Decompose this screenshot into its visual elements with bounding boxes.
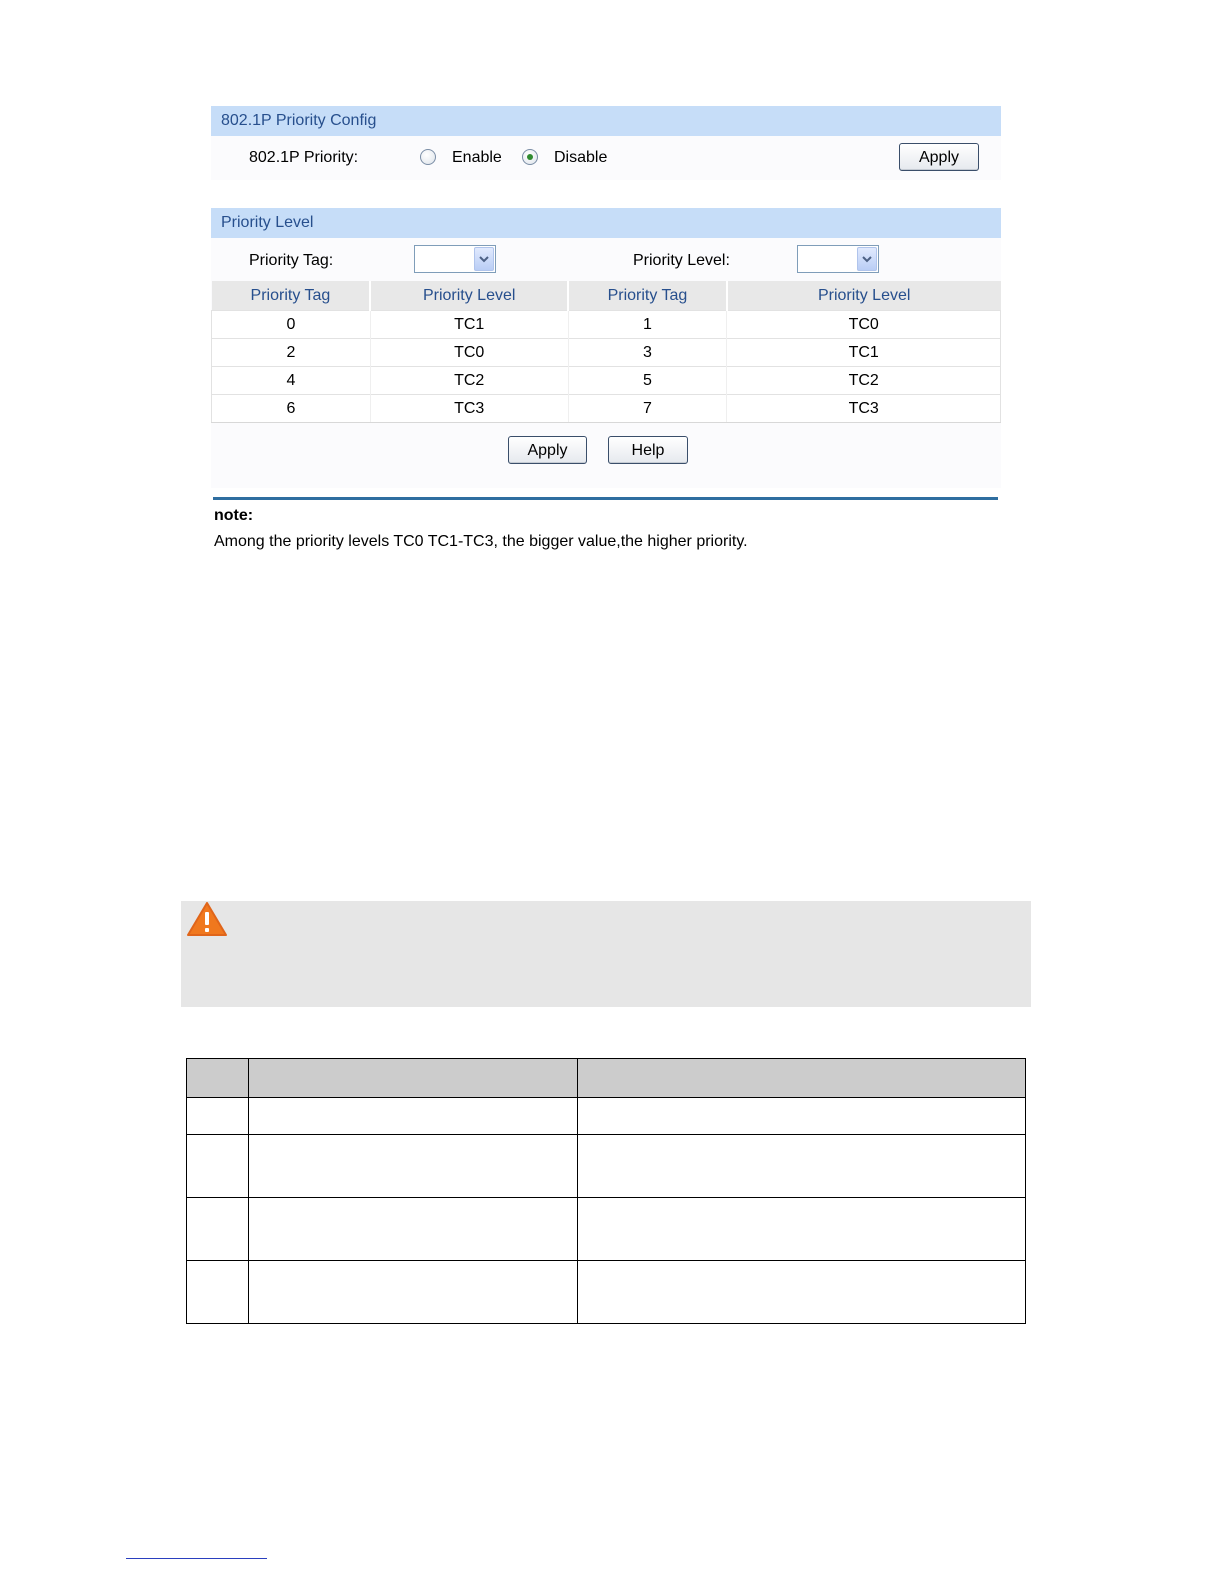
document-table [186,1058,1026,1324]
table-cell [577,1135,1025,1198]
column-header: Priority Level [727,281,1001,311]
column-header [248,1059,577,1098]
table-cell: 0 [212,311,371,339]
table-cell [248,1098,577,1135]
priority-level-header [211,208,1001,238]
table-cell: TC3 [727,395,1001,423]
table-cell: 2 [212,339,371,367]
table-cell: TC1 [370,311,568,339]
table-cell: 4 [212,367,371,395]
warning-box [181,901,1031,1007]
priority-config-header [211,106,1001,136]
disable-label: Disable [554,149,608,166]
column-header [577,1059,1025,1098]
table-cell [577,1261,1025,1324]
table-cell: 1 [568,311,727,339]
table-row [212,367,1001,395]
table-row [212,339,1001,367]
enable-radio[interactable] [420,149,436,165]
table-cell [187,1198,249,1261]
table-cell: TC1 [727,339,1001,367]
note-divider [213,497,998,500]
enable-label: Enable [452,149,502,166]
priority-level-title: Priority Level [221,214,314,231]
table-cell [187,1098,249,1135]
table-row [187,1261,1026,1324]
note-title: note: [214,507,254,524]
table-cell [187,1261,249,1324]
table-cell: TC0 [370,339,568,367]
column-header [187,1059,249,1098]
priority-mapping-table [211,281,1001,423]
table-cell [248,1261,577,1324]
priority-tag-label: Priority Tag: [249,252,334,269]
priority-config-apply-button[interactable]: Apply [899,143,979,171]
note-text: Among the priority levels TC0 TC1-TC3, the bigger value,the higher priority. [214,533,748,550]
table-cell: TC3 [370,395,568,423]
priority-level-label: Priority Level: [633,252,730,269]
priority-config-label: 802.1P Priority: [249,149,359,166]
table-row [187,1135,1026,1198]
table-cell: 6 [212,395,371,423]
footer-link-underline [126,1558,267,1559]
table-cell: 3 [568,339,727,367]
table-row [187,1198,1026,1261]
column-header: Priority Tag [568,281,727,311]
priority-level-select[interactable] [797,245,879,273]
chevron-down-icon[interactable] [474,247,494,271]
table-row [212,395,1001,423]
priority-config-title: 802.1P Priority Config [221,112,377,129]
table-cell [187,1135,249,1198]
table-row [212,311,1001,339]
column-header: Priority Level [370,281,568,311]
chevron-down-icon[interactable] [857,247,877,271]
table-cell: TC0 [727,311,1001,339]
table-cell [577,1098,1025,1135]
disable-radio[interactable] [522,149,538,165]
table-row [187,1098,1026,1135]
table-cell [248,1198,577,1261]
priority-tag-select[interactable] [414,245,496,273]
table-cell: 7 [568,395,727,423]
table-cell [248,1135,577,1198]
table-cell: TC2 [727,367,1001,395]
table-cell [577,1198,1025,1261]
table-cell: TC2 [370,367,568,395]
table-header-row [187,1059,1026,1098]
priority-level-apply-button[interactable]: Apply [508,436,587,464]
warning-icon [186,901,228,942]
column-header: Priority Tag [212,281,371,311]
table-cell: 5 [568,367,727,395]
help-button[interactable]: Help [608,436,688,464]
table-header-row [212,281,1001,311]
